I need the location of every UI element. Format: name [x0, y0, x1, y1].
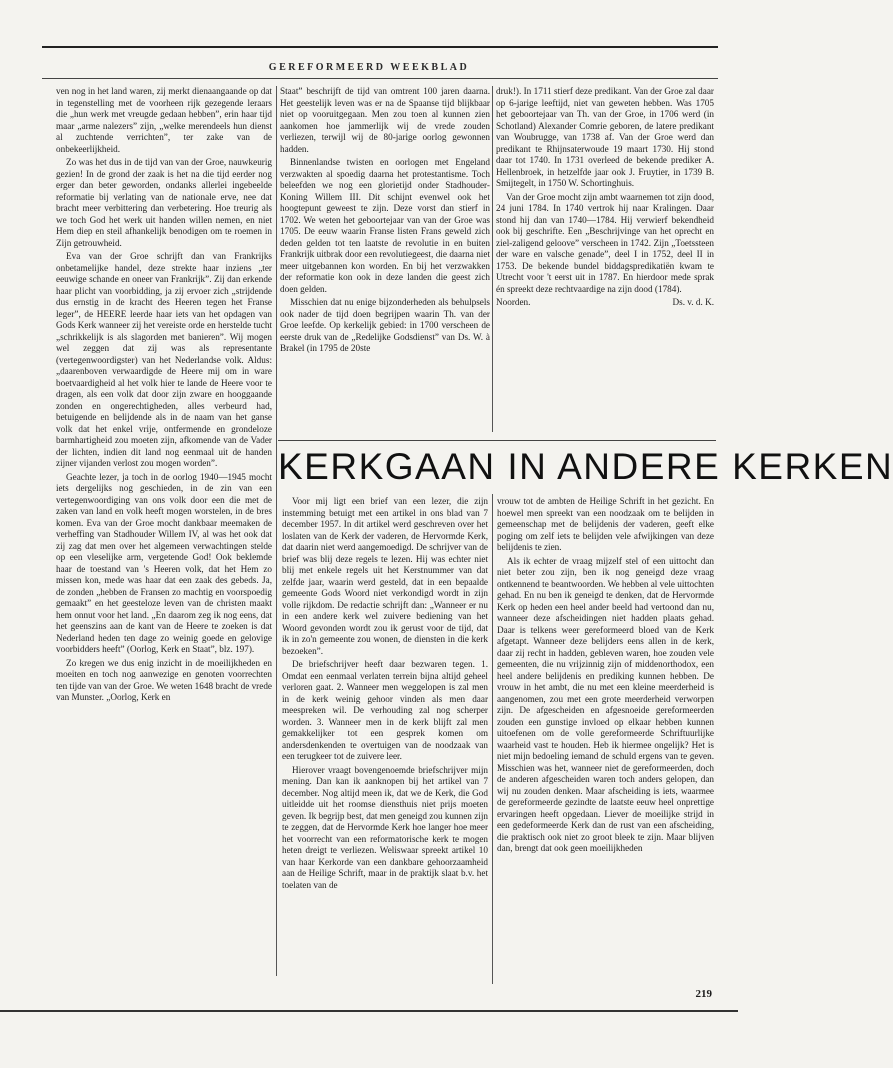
- paragraph: Voor mij ligt een brief van een lezer, die zijn instemming betuigt met een artikel in ons blad van 7 december 1957. In dit artikel werd geschreven over het loslaten van de Kerk der vaderen, de Hervormde Kerk, dat daarin niet werd aangemoedigd. De schrijver van de brief was blij deze regels te lezen. Hij was echter niet blij met enkele regels uit het Kerstnummer van dat zelfde jaar, waarin werd gesteld, dat in een bepaalde gemeente Gods Woord niet verkondigd wordt in zijn volle rijkdom. De redactie schrijft dan: „Wanneer er nu in een andere kerk wel zuivere bediening van het Woord gevonden wordt zou ik gerust voor de tijd, dat ik in zo'n gemeente zou wonen, de diensten in die kerk bezoeken”.: [282, 496, 488, 656]
- page-number: 219: [695, 988, 712, 1000]
- paragraph: De briefschrijver heeft daar bezwaren tegen. 1. Omdat een eenmaal verlaten terrein bijna altijd geheel verloren gaat. 2. Wanneer men weggelopen is zal men in de kerk weinig gehoor vinden als men daar meespreken wil. De verhouding zal nog scherper worden. 3. Wanneer men in de kerk blijft zal men gemakkelijker tot een gesprek komen om andersdenkenden te overtuigen van de noodzaak van een terugkeer tot de zuivere leer.: [282, 659, 488, 761]
- paragraph: Zo was het dus in de tijd van van der Groe, nauwkeurig gezien! In de grond der zaak is het na die tijd eerder nog erger dan beter geworden, ondanks allerlei ingebeelde reformatie bij verlating van de nationale erve, nee dat bracht meer verbittering dan verbetering. Hoe treurig als we toch God het werk uit handen willen nemen, en niet Hem diep en steil afhankelijk benodigen om te roemen in Zijn getrouwheid.: [56, 157, 272, 248]
- masthead: GEREFORMEERD WEEKBLAD: [268, 62, 470, 73]
- column-5: [497, 496, 714, 966]
- column-divider: [492, 86, 493, 432]
- signature: [496, 297, 714, 309]
- paragraph: Als ik echter de vraag mijzelf stel of een uittocht dan niet beter zou zijn, ben ik nog geneigd deze vraag ontkennend te beantwoorden. We hebben al vele uittochten gehad. En nu ben ik geneigd te denken, dat de Hervormde Kerk op heden een heel ander beeld had vertoond dan nu, wanneer deze afscheidingen niet hadden plaats gehad. Daar is telkens weer gereformeerd bloed van de Kerk afgetapt. Wanneer deze belijders eens allen in de kerk, daar zij recht in hadden, gebleven waren, hoe zouden vele gemeenten, die nu vrijzinnig zijn of middenorthodox, een heel andere belijdenis en prediking kunnen hebben. De vrouw in het ambt, die nu met een kleine meerderheid is aangenomen, zou met een grote meerderheid verworpen zijn. De afgescheiden en afgesnoeide gereformeerden zouden een gunstige invloed op elkaar hebben kunnen uitoefenen om de volle gereformeerde Schriftuurlijke waarheid vast te houden. Heb ik hiermee ongelijk? Het is niet mijn bedoeling iemand de schuld ergens van te geven. Misschien was het, wanneer niet de gereformeerden, doch de anderen afgescheiden waren toch anders gelopen, dan wij nu zouden denken. Maar afscheiding is iets, waarmee de gereformeerde gezindte de laatste eeuw heel onprettige ervaringen heeft opgedaan. Liever de moeilijke strijd in een gedeformeerde Kerk dan de rust van een afscheiding, die praktisch ook niet zo groot bleek te zijn. Maar blijven dan, brengt dat ook geen moeilijkheden: [497, 555, 714, 853]
- signature-author: Ds. v. d. K.: [672, 297, 714, 307]
- bottom-rule: [0, 1010, 738, 1012]
- top-rule: [42, 46, 718, 48]
- paragraph: vrouw tot de ambten de Heilige Schrift in het gezicht. En hoewel men spreekt van een noodzaak om te belijden in gemeenschap met de belijdenis der vaderen, geeft elke poging om zelf iets te belijden vele afwijkingen van deze belijdenis te zien.: [497, 496, 714, 552]
- paragraph: Zo kregen we dus enig inzicht in de moeilijkheden en moeiten en toch nog aanwezige en genoten voorrechten ten tijde van van der Groe. We weten 1648 bracht de vrede van Munster. „Oorlog, Kerk en: [56, 657, 272, 702]
- column-3: [496, 86, 714, 436]
- paragraph: ven nog in het land waren, zij merkt dienaangaande op dat in tegenstelling met de voorheen rijk gezegende leraars die „hun werk met vreugde gedaan hebben”, erin haar tijd maar „arme nalezers” zijn, „welke merendeels hun dienst al zuchtende verrichten”, ter zake van de onbekeerlijkheid.: [56, 86, 272, 154]
- column-1: [56, 86, 272, 976]
- paragraph: Misschien dat nu enige bijzonderheden als behulpsels ook nader de tijd doen begrijpen waarin Th. van der Groe leefde. Op kerkelijk gebied: in 1700 verscheen de eerste druk van de „Redelijke Godsdienst” van Ds. W. à Brakel (in 1795 de 20ste: [280, 297, 490, 353]
- paragraph: Binnenlandse twisten en oorlogen met Engeland verzwakten al spoedig daarna het protestantisme. Toch beleefden we nog een glorietijd onder Stadhouder-Koning Willem III. Dit schijnt evenwel ook het hoogtepunt geweest te zijn. Deze vorst dan stierf in 1702. We weten het geboortejaar van van der Groe was 1705. De eeuw waarin Franse listen Frans geweld zich deden gelden tot ten laatste de revolutie in en buiten Frankrijk uitbrak door een revolutiegeest, die daarna niet meer uitgebannen kon worden. En bij het verzwakken der reformatie kon ook in deze landen die geest zich doen gelden.: [280, 157, 490, 294]
- column-divider: [492, 494, 493, 984]
- column-2: [280, 86, 490, 436]
- article-headline: KERKGAAN IN ANDERE KERKEN: [278, 446, 893, 487]
- column-4: [282, 496, 488, 986]
- paragraph: Geachte lezer, ja toch in de oorlog 1940—1945 mocht iets dergelijks nog geschieden, in de zin van een vertegenwoordiging van ons volk door een die met de zaken van land en volk heeft mogen worstelen, in de bres komen. Eva van der Groe mocht dankbaar meemaken de verheffing van Stadhouder Willem IV, al was het ook dat zij zag dat men over het algemeen verwachtingen stelde op een vleselijke arm, vergetende God! Ook beklemde haar de toestand van 's Heeren volk, dat het Hem zo missen kon, mede was haar dat een zaak des gebeds. Ja, de zonden „hebben de Fransen zo machtig en voorspoedig gemaakt” en het geesteloze leven van de christen maakt hem onnut voor het land. „En daarom zeg ik nog eens, dat het geenszins aan de kant van de Heere te zoeken is dat Nederland heden ten dage zo weinig goede en gelovige voorbidders heeft” (Oorlog, Kerk en Staat”, blz. 197).: [56, 471, 272, 654]
- paragraph: Van der Groe mocht zijn ambt waarnemen tot zijn dood, 24 juni 1784. In 1740 vertrok hij naar Kralingen. Daar stond hij dan van 1740—1784. Hij verwierf bekendheid ook bij geschrifte. Een „Beschrijvinge van het oprecht en ziel-zaligend geloove” verscheen in 1742. Zijn „Toetssteen der ware en valsche genade”, deel I in 1752, deel II in 1753. De bekende bundel biddagspredikatiën kwam te Utrecht voor 't eerst uit in 1787. En hierdoor mede sprak én spreekt deze rechtvaardige na zijn dood (1784).: [496, 191, 714, 294]
- paragraph: Eva van der Groe schrijft dan van Frankrijks onbetamelijke handel, deze strekte haar inziens „ter eeuwige schande en oneer van Frankrijk”. Zij dan erkende haar plicht van voorbidding, ja zij ervoer zich „strijdende dus ernstig in de kracht des Heeren tegen het Franse leger”, de HEERE leerde haar iets van het opdagen van Gods Kerk wanneer zij het vereiste orde en herstelde tucht „schrikkelijk is als slagorden met banieren”. Wij mogen wel zeggen dat zij was als representante (vertegenwoordigster) van het Nederlandse volk. Aldus: „daarenboven verwaardigde de Heere mij om in ware boetvaardigheid al het volk hier te lande de Heere voor te dragen, als een volk dat door zijn zware en hooggaande zonden en ongerechtigheden, alles verbeurd had, betuigende en belijdende als in de naam van het ganse volk dat het enkel vrije, ontfermende en grondeloze barmhartigheid zou moeten zijn, afkomende van de Vader der lichten, indien dit land nog eenmaal uit de handen zijner vijanden verlost zou mogen worden”.: [56, 251, 272, 468]
- masthead-rule: [42, 78, 718, 79]
- section-rule: [278, 440, 716, 441]
- paragraph: Staat” beschrijft de tijd van omtrent 100 jaren daarna. Het geestelijk leven was er na de Spaanse tijd blijkbaar niet op vooruitgegaan. Men zou toen al kunnen zien aankomen hoe jammerlijk wij de vrede zouden verliezen, terwijl wij de 80-jarige oorlog gewonnen hadden.: [280, 86, 490, 154]
- paragraph: Hierover vraagt bovengenoemde briefschrijver mijn mening. Dan kan ik aanknopen bij het artikel van 7 december. Nog altijd meen ik, dat we de Kerk, die God uitleidde uit het roomse diensthuis niet prijs moeten geven. Ik begrijp best, dat men geneigd zou kunnen zijn te zeggen, dat de Hervormde Kerk hoe langer hoe meer het voorrecht van een reformatorische kerk te mogen heten dreigt te verliezen. Weliswaar spreekt artikel 10 van haar Kerkorde van een dankbare gehoorzaamheid aan de Heilige Schrift, maar in de praktijk slaat b.v. het toelaten van de: [282, 764, 488, 890]
- paragraph: druk!). In 1711 stierf deze predikant. Van der Groe zal daar op 6-jarige leeftijd, niet van geweten hebben. Was 1705 het geboortejaar van Th. van der Groe, in 1706 werd (in Schotland) Alexander Comrie geboren, de latere predikant van Woubrugge, van 1738 af. Van der Groe werd dan predikant te Rhijnsaterwoude 19 maart 1730. Hij stond daar tot 1740. In 1731 overleed de bekende prediker A. Hellenbroek, in hetzelfde jaar ook J. Fruytier, in 1739 B. Smijtegelt, in 1750 W. Schortinghuis.: [496, 86, 714, 188]
- signature-place: Noorden.: [496, 297, 531, 307]
- column-divider: [276, 86, 277, 976]
